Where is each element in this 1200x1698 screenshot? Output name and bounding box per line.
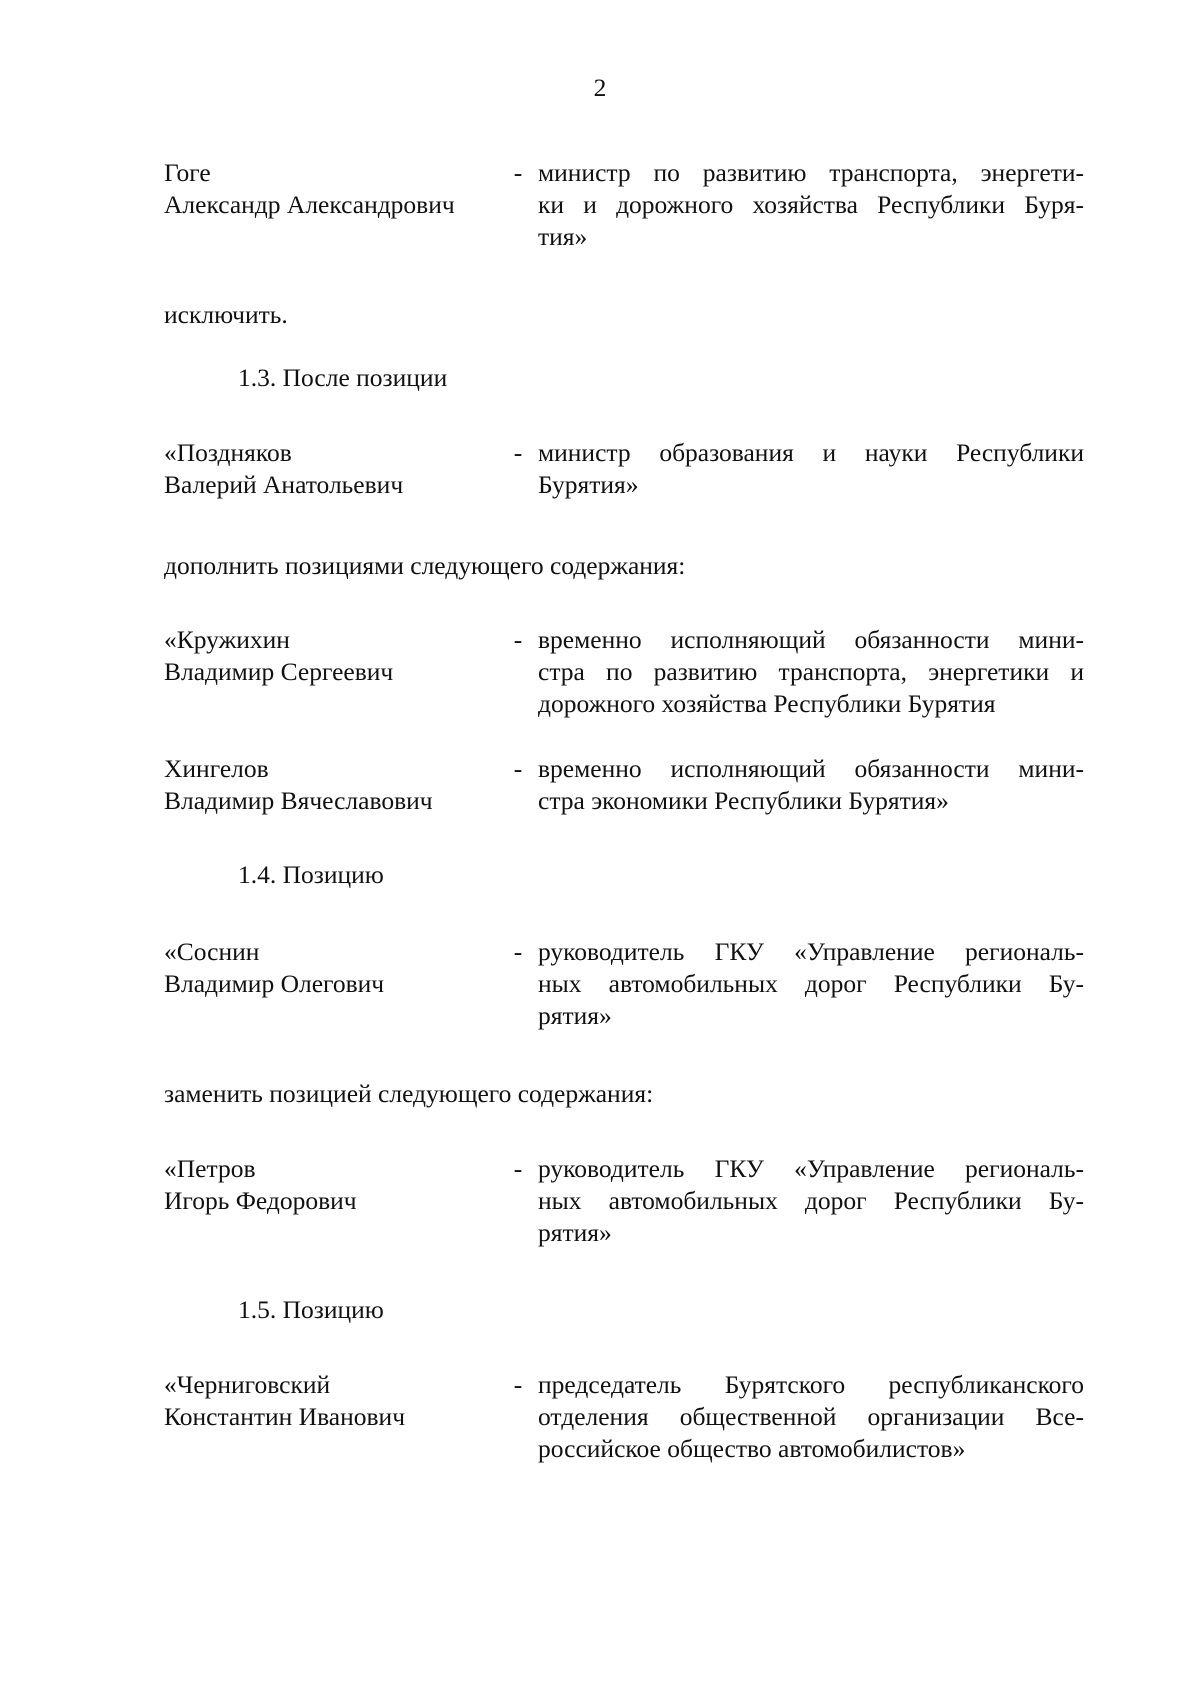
description-line: стра экономики Республики Бурятия» bbox=[538, 786, 949, 815]
separator-dash: - bbox=[513, 1154, 523, 1183]
paragraph-item-1-3: 1.3. После позиции bbox=[238, 363, 448, 392]
person-given-name: Владимир Олегович bbox=[164, 969, 385, 998]
person-surname: Хингелов bbox=[164, 754, 269, 783]
description-line: министр образования и науки Республики bbox=[538, 438, 1084, 467]
description-line: ных автомобильных дорог Республики Бу- bbox=[538, 969, 1084, 998]
separator-dash: - bbox=[513, 438, 523, 467]
person-given-name: Валерий Анатольевич bbox=[164, 470, 404, 499]
description-line: временно исполняющий обязанности мини- bbox=[538, 754, 1084, 783]
position-description bbox=[538, 157, 1084, 253]
person-surname: «Петров bbox=[164, 1154, 256, 1183]
separator-dash: - bbox=[513, 1370, 523, 1399]
person-name bbox=[164, 1153, 504, 1217]
paragraph-item-1-5: 1.5. Позицию bbox=[238, 1295, 384, 1324]
person-given-name: Игорь Федорович bbox=[164, 1186, 357, 1215]
description-line: руководитель ГКУ «Управление региональ- bbox=[538, 937, 1084, 966]
position-description bbox=[538, 1153, 1084, 1249]
description-line: временно исполняющий обязанности мини- bbox=[538, 625, 1084, 654]
paragraph-replace-position: заменить позицией следующего содержания: bbox=[164, 1079, 654, 1108]
person-given-name: Александр Александрович bbox=[164, 190, 455, 219]
description-line: ки и дорожного хозяйства Республики Буря- bbox=[538, 190, 1084, 219]
person-surname: Гоге bbox=[164, 158, 211, 187]
page-number: 2 bbox=[593, 73, 607, 102]
description-line: российское общество автомобилистов» bbox=[538, 1434, 966, 1463]
position-description bbox=[538, 1369, 1084, 1465]
position-description bbox=[538, 936, 1084, 1032]
separator-dash: - bbox=[513, 158, 523, 187]
person-given-name: Владимир Вячеславович bbox=[164, 786, 433, 815]
paragraph-add-positions: дополнить позициями следующего содержания: bbox=[164, 551, 686, 580]
position-description bbox=[538, 753, 1084, 817]
person-name bbox=[164, 437, 504, 501]
person-name bbox=[164, 936, 504, 1000]
description-line: дорожного хозяйства Республики Бурятия bbox=[538, 689, 996, 718]
paragraph-exclude: исключить. bbox=[164, 300, 288, 329]
description-line: председатель Бурятского республиканского bbox=[538, 1370, 1084, 1399]
description-line: министр по развитию транспорта, энергети- bbox=[538, 158, 1084, 187]
description-line: руководитель ГКУ «Управление региональ- bbox=[538, 1154, 1084, 1183]
separator-dash: - bbox=[513, 625, 523, 654]
person-name bbox=[164, 1369, 504, 1433]
description-line: рятия» bbox=[538, 1218, 612, 1247]
person-surname: «Черниговский bbox=[164, 1370, 331, 1399]
description-line: Бурятия» bbox=[538, 470, 639, 499]
description-line: рятия» bbox=[538, 1001, 612, 1030]
description-line: отделения общественной организации Все- bbox=[538, 1402, 1084, 1431]
separator-dash: - bbox=[513, 937, 523, 966]
description-line: тия» bbox=[538, 222, 588, 251]
person-given-name: Владимир Сергеевич bbox=[164, 657, 394, 686]
description-line: стра по развитию транспорта, энергетики и bbox=[538, 657, 1084, 686]
paragraph-item-1-4: 1.4. Позицию bbox=[238, 860, 384, 889]
person-name bbox=[164, 624, 504, 688]
person-name bbox=[164, 157, 504, 221]
person-surname: «Кружихин bbox=[164, 625, 290, 654]
separator-dash: - bbox=[513, 754, 523, 783]
description-line: ных автомобильных дорог Республики Бу- bbox=[538, 1186, 1084, 1215]
person-given-name: Константин Иванович bbox=[164, 1402, 406, 1431]
person-surname: «Соснин bbox=[164, 937, 260, 966]
person-name bbox=[164, 753, 504, 817]
person-surname: «Поздняков bbox=[164, 438, 292, 467]
position-description bbox=[538, 624, 1084, 720]
position-description bbox=[538, 437, 1084, 501]
